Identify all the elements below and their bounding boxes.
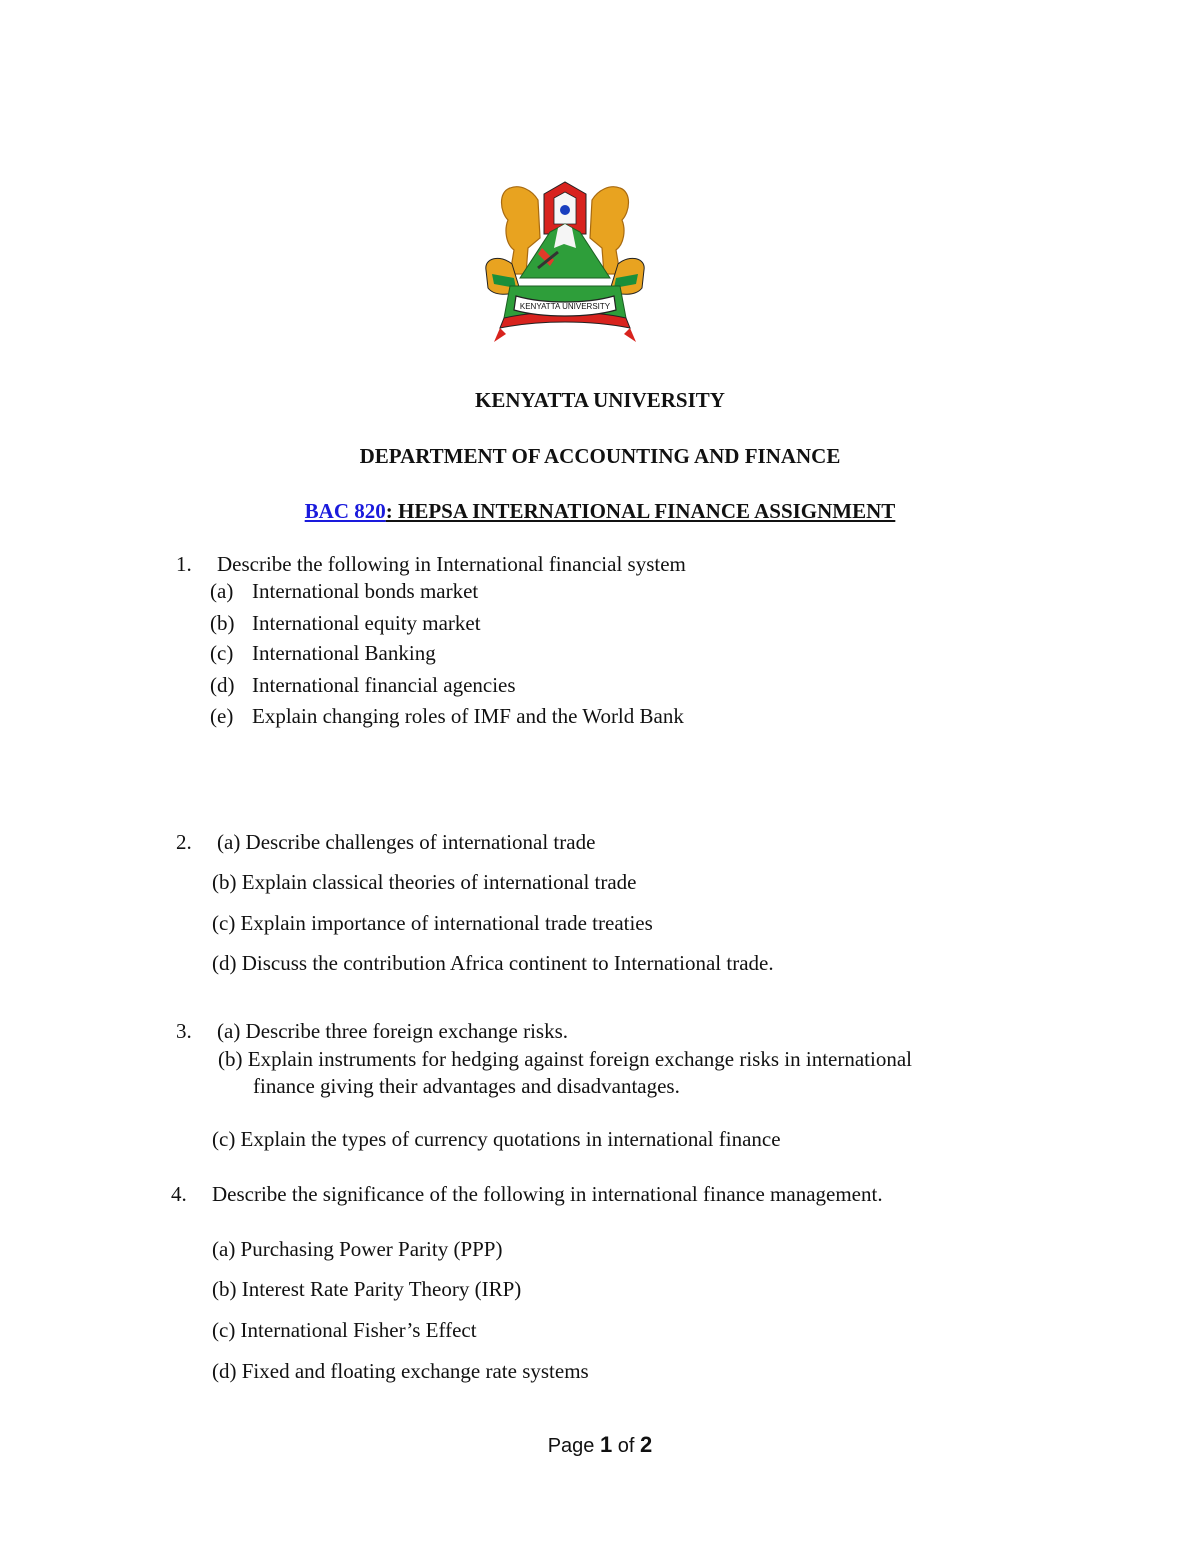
university-name: KENYATTA UNIVERSITY — [475, 388, 725, 412]
current-page: 1 — [599, 1432, 613, 1457]
course-code-link[interactable]: BAC 820 — [304, 499, 386, 523]
q1-item-text: Explain changing roles of IMF and the World Bank — [252, 704, 684, 728]
q4-item: (c) International Fisher’s Effect — [212, 1318, 477, 1342]
q4-item: (a) Purchasing Power Parity (PPP) — [212, 1237, 503, 1261]
q1-text: Describe the following in International financial system — [217, 552, 686, 576]
q4-text: Describe the significance of the following in international finance management. — [212, 1182, 883, 1206]
q1-item-label: (b) — [210, 611, 235, 635]
q1-item-label: (c) — [210, 641, 234, 665]
q1-item-label: (d) — [210, 673, 235, 697]
q3-item-b-continued: finance giving their advantages and disadvantages. — [253, 1074, 680, 1098]
assignment-title — [0, 499, 1200, 524]
q3-item-a: (a) Describe three foreign exchange risks. — [217, 1019, 569, 1043]
q3-number: 3. — [176, 1019, 192, 1043]
q2-number: 2. — [176, 830, 192, 854]
q4-item: (b) Interest Rate Parity Theory (IRP) — [212, 1277, 522, 1301]
q1-item-text: International equity market — [252, 611, 481, 635]
department-name: DEPARTMENT OF ACCOUNTING AND FINANCE — [359, 444, 841, 468]
q2-item: (b) Explain classical theories of international trade — [212, 870, 637, 894]
of-word: of — [617, 1435, 635, 1457]
page-number-footer — [0, 1432, 1200, 1458]
q2-item: (a) Describe challenges of international trade — [217, 830, 596, 854]
crest-motto-text: KENYATTA UNIVERSITY — [519, 302, 611, 311]
total-pages: 2 — [640, 1432, 653, 1457]
q1-item-text: International bonds market — [252, 579, 479, 603]
q1-item-label: (a) — [210, 579, 234, 603]
page-word: Page — [547, 1435, 595, 1457]
q1-item-text: International Banking — [252, 641, 436, 665]
q2-item: (c) Explain importance of international trade treaties — [212, 911, 653, 935]
q1-item-text: International financial agencies — [252, 673, 516, 697]
q3-item-c: (c) Explain the types of currency quotations in international finance — [212, 1127, 781, 1151]
q3-item-b: (b) Explain instruments for hedging against foreign exchange risks in international — [218, 1047, 912, 1071]
q4-number: 4. — [171, 1182, 187, 1206]
q1-number: 1. — [176, 552, 192, 576]
q4-item: (d) Fixed and floating exchange rate systems — [212, 1359, 589, 1383]
q1-item-label: (e) — [210, 704, 234, 728]
course-title: : HEPSA INTERNATIONAL FINANCE ASSIGNMENT — [385, 499, 896, 523]
university-crest-logo — [480, 178, 650, 346]
q2-item: (d) Discuss the contribution Africa continent to International trade. — [212, 951, 774, 975]
